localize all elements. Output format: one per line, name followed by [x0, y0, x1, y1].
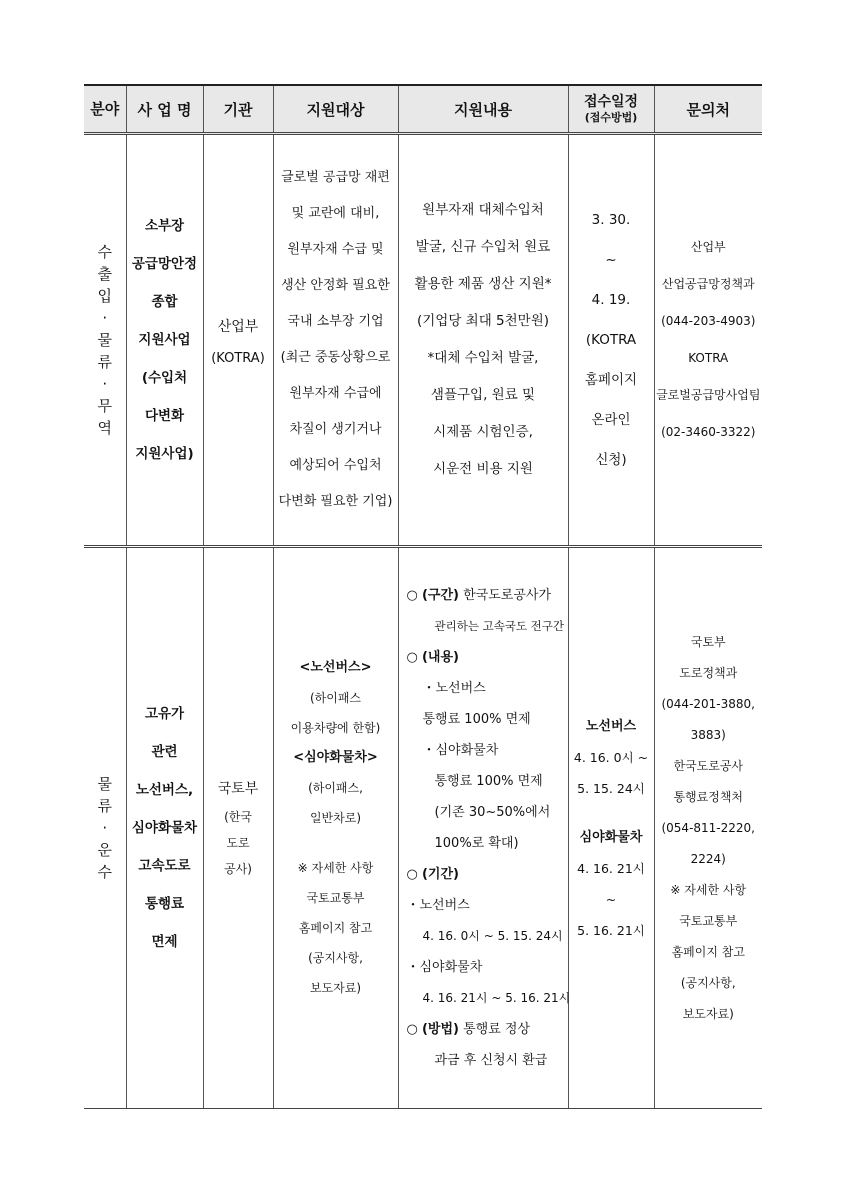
bus-note: 이용차량에 한함) [290, 721, 381, 735]
contact-line: 보도자료) [682, 1006, 734, 1021]
support-program-table [84, 84, 762, 1109]
target-line: 다변화 필요한 기업) [278, 494, 393, 509]
field-char: 물 [97, 331, 112, 349]
field-char: 무 [97, 397, 112, 415]
header-schedule-title: 접수일정 [583, 94, 639, 110]
schedule-line: 온라인 [591, 412, 631, 428]
header-field: 분야 [84, 85, 126, 134]
project-line: 노선버스, [135, 782, 194, 798]
bus-note: (하이패스 [309, 691, 362, 705]
table-row [84, 134, 762, 547]
field-char: 운 [97, 841, 112, 859]
header-schedule-sub: (접수방법) [584, 111, 638, 124]
row1-field [84, 134, 126, 547]
agency-sub-line: 도로 [226, 836, 250, 850]
section-period [407, 859, 568, 890]
content-line: 시운전 비용 지원 [433, 461, 533, 477]
truck-note: 일반차로) [309, 811, 362, 825]
contact-line: 통행료정책처 [673, 789, 744, 804]
field-char: 역 [97, 419, 112, 437]
schedule-line: 5. 16. 21시 [577, 922, 645, 938]
field-char: 수 [97, 863, 112, 881]
row2-schedule [568, 547, 654, 1109]
project-line: 종합 [151, 294, 178, 310]
content-item: ・노선버스 [422, 681, 486, 696]
section-text: 통행료 정상 [463, 1022, 531, 1037]
section-label: (구간) [421, 588, 459, 603]
project-line: 지원사업) [135, 446, 194, 462]
truck-title: <심야화물차> [293, 750, 378, 765]
project-line: 면제 [151, 934, 178, 950]
content-line: 발굴, 신규 수입처 원료 [415, 239, 551, 255]
reference-line: 홈페이지 참고 [298, 921, 373, 935]
header-content: 지원내용 [398, 85, 568, 134]
project-line: (수입처 [141, 370, 188, 386]
field-char: · [102, 309, 108, 327]
schedule-line: 3. 30. [591, 212, 631, 228]
row1-content [398, 134, 568, 547]
header-contact: 문의처 [654, 85, 762, 134]
reference-line: 국토교통부 [306, 891, 365, 905]
section-text: 관리하는 고속국도 전구간 [434, 619, 565, 633]
contact-line: KOTRA [688, 351, 729, 365]
bullet-icon: ○ [406, 867, 418, 882]
table-row [84, 547, 762, 1109]
row2-project [126, 547, 203, 1109]
target-line: 및 교란에 대비, [291, 206, 380, 221]
row1-project [126, 134, 203, 547]
content-line: 활용한 제품 생산 지원* [414, 276, 552, 292]
field-char: 출 [97, 265, 112, 283]
project-line: 관련 [151, 744, 178, 760]
project-line: 심야화물차 [131, 820, 198, 836]
section-text: 과금 후 신청시 환급 [434, 1053, 548, 1068]
content-line: *대체 수입처 발굴, [427, 350, 539, 366]
contact-line: ※ 자세한 사항 [670, 882, 747, 897]
contact-line: 한국도로공사 [673, 758, 744, 773]
schedule-line: ~ [605, 252, 617, 268]
table-header-row [84, 85, 762, 134]
field-char: 수 [97, 243, 112, 261]
row1-contact [654, 134, 762, 547]
field-char: · [102, 819, 108, 837]
schedule-line: 4. 16. 21시 [577, 860, 645, 876]
contact-line: 홈페이지 참고 [671, 944, 745, 959]
content-item: 통행료 100% 면제 [422, 712, 531, 727]
project-line: 통행료 [144, 896, 185, 912]
contact-line: (공지사항, [680, 975, 736, 990]
section-route [407, 580, 568, 611]
target-line: 원부자재 수급에 [289, 386, 382, 401]
schedule-line: 홈페이지 [584, 372, 638, 388]
schedule-bus-title: 노선버스 [585, 718, 637, 734]
section-label: (기간) [421, 867, 459, 882]
content-item: (기존 30~50%에서 [434, 805, 551, 820]
header-target: 지원대상 [273, 85, 398, 134]
spacer [274, 833, 398, 853]
project-line: 공급망안정 [131, 256, 198, 272]
schedule-line: 5. 15. 24시 [577, 780, 645, 796]
schedule-line: 4. 16. 0시 ~ [573, 749, 649, 765]
section-label: (내용) [421, 650, 459, 665]
bullet-icon: ○ [406, 588, 418, 603]
contact-line: 3883) [690, 727, 726, 742]
section-label: (방법) [421, 1022, 459, 1037]
truck-note: (하이패스, [308, 781, 363, 795]
row1-target [273, 134, 398, 547]
content-item: ・심야화물차 [422, 743, 499, 758]
content-line: (기업당 최대 5천만원) [416, 313, 550, 329]
target-line: 차질이 생기거나 [289, 422, 382, 437]
schedule-truck-title: 심야화물차 [579, 829, 643, 845]
bullet-icon: ○ [406, 1022, 418, 1037]
field-char: 류 [97, 797, 112, 815]
content-item: 통행료 100% 면제 [434, 774, 543, 789]
contact-line: (044-203-4903) [661, 314, 756, 328]
header-schedule [568, 85, 654, 134]
schedule-line: 4. 19. [591, 292, 631, 308]
content-item: ・심야화물차 [406, 960, 483, 975]
target-line: 예상되어 수입처 [289, 458, 382, 473]
row2-field [84, 547, 126, 1109]
row2-target [273, 547, 398, 1109]
field-char: 입 [97, 287, 112, 305]
field-char: · [102, 375, 108, 393]
contact-line: (054-811-2220, [661, 820, 755, 835]
contact-line: 글로벌공급망사업팀 [656, 388, 761, 402]
reference-line: ※ 자세한 사항 [297, 861, 374, 875]
field-char: 물 [97, 775, 112, 793]
target-line: 생산 안정화 필요한 [281, 278, 390, 293]
row2-contact [654, 547, 762, 1109]
bus-title: <노선버스> [299, 660, 372, 675]
field-char: 류 [97, 353, 112, 371]
contact-line: 국토부 [690, 634, 726, 649]
content-line: 샘플구입, 원료 및 [430, 387, 536, 403]
project-line: 소부장 [144, 218, 185, 234]
contact-line: (02-3460-3322) [661, 425, 756, 439]
header-project: 사 업 명 [126, 85, 203, 134]
contact-line: (044-201-3880, [661, 696, 755, 711]
contact-line: 도로정책과 [679, 665, 738, 680]
content-item: 4. 16. 21시 ~ 5. 16. 21시 [422, 991, 571, 1005]
contact-line: 2224) [690, 851, 726, 866]
agency-line: (KOTRA) [211, 351, 265, 366]
row1-schedule [568, 134, 654, 547]
contact-line: 산업공급망정책과 [661, 277, 755, 291]
reference-line: 보도자료) [309, 981, 362, 995]
target-line: (최근 중동상황으로 [280, 350, 391, 365]
agency-line: 산업부 [217, 319, 259, 335]
agency-sub-line: 공사) [224, 862, 252, 876]
header-agency: 기관 [203, 85, 273, 134]
target-line: 국내 소부장 기업 [287, 314, 384, 329]
section-text: 한국도로공사가 [463, 588, 552, 603]
project-line: 고속도로 [138, 858, 191, 874]
target-line: 원부자재 수급 및 [287, 242, 384, 257]
content-item: 100%로 확대) [434, 836, 519, 851]
project-line: 다변화 [144, 408, 185, 424]
contact-line: 국토교통부 [679, 913, 738, 928]
row2-agency [203, 547, 273, 1109]
section-content [407, 642, 568, 673]
spacer [569, 804, 654, 822]
row2-content [398, 547, 571, 1109]
content-item: ・노선버스 [406, 898, 470, 913]
schedule-line: ~ [605, 891, 617, 907]
section-method [407, 1014, 568, 1045]
project-line: 고유가 [144, 706, 185, 722]
content-line: 원부자재 대체수입처 [422, 202, 544, 218]
bullet-icon: ○ [406, 650, 418, 665]
schedule-line: 신청) [595, 452, 627, 468]
row1-agency [203, 134, 273, 547]
agency-main: 국토부 [217, 781, 259, 797]
agency-sub-line: (한국 [224, 810, 252, 824]
target-line: 글로벌 공급망 재편 [281, 170, 390, 185]
content-item: 4. 16. 0시 ~ 5. 15. 24시 [422, 929, 563, 943]
project-line: 지원사업 [138, 332, 191, 348]
content-line: 시제품 시험인증, [433, 424, 533, 440]
contact-line: 산업부 [690, 240, 726, 254]
reference-line: (공지사항, [308, 951, 363, 965]
schedule-line: (KOTRA [585, 332, 637, 348]
